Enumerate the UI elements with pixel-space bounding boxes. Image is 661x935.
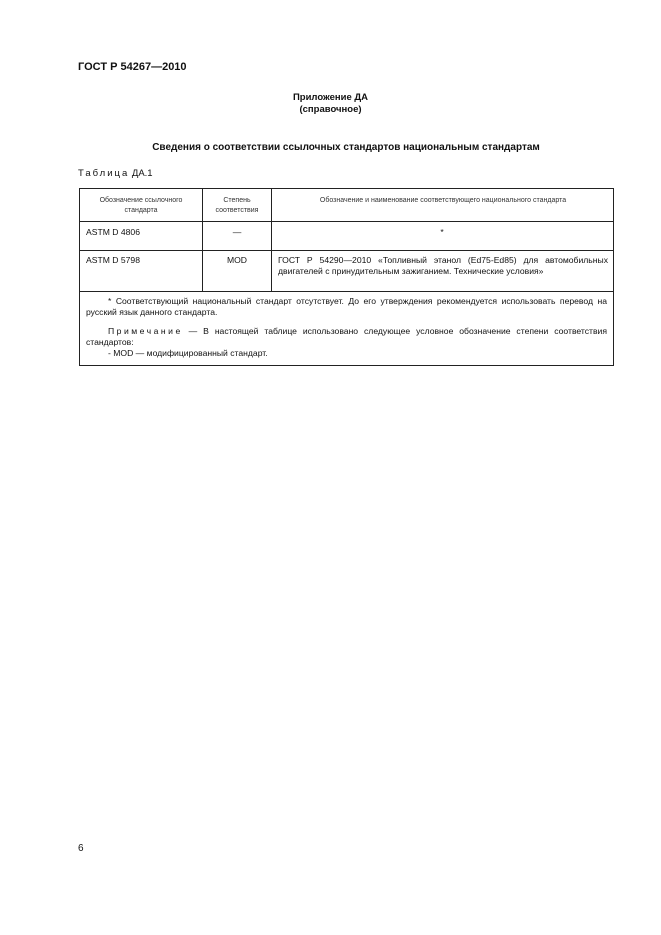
table-row-2-degree: MOD bbox=[226, 255, 248, 265]
table-row-2-national: ГОСТ Р 54290—2010 «Топливный этанол (Ed75-Ed85) для автомобильных двигателей с принудительным зажиганием. Технические условия» bbox=[278, 255, 608, 276]
annex-title: Приложение ДА bbox=[292, 92, 369, 103]
table-row-1-ref: ASTM D 4806 bbox=[86, 227, 140, 237]
section-title: Сведения о соответствии ссылочных стандартов национальным стандартам bbox=[152, 142, 540, 153]
document-code-header: ГОСТ Р 54267—2010 bbox=[78, 61, 187, 73]
table-caption-id: ДА.1 bbox=[131, 168, 153, 179]
table-body-divider bbox=[80, 291, 613, 292]
correspondence-table bbox=[79, 188, 614, 366]
table-row-2-ref: ASTM D 5798 bbox=[86, 255, 140, 265]
table-footnote: * Соответствующий национальный стандарт отсутствует. До его утверждения рекомендуется использовать перевод на русский язык данного стандарта. bbox=[86, 296, 607, 317]
note-text: — В настоящей таблице использовано следующее условное обозначение степени соответствия стандартов: bbox=[86, 326, 607, 347]
header-national-standard: Обозначение и наименование соответствующего национального стандарта bbox=[319, 197, 567, 204]
header-ref-standard: Обозначение ссылочного стандарта bbox=[99, 197, 183, 214]
table-row-1-degree: — bbox=[232, 227, 242, 237]
note-label: Примечание bbox=[108, 326, 183, 336]
note-list-item: - MOD — модифицированный стандарт. bbox=[108, 348, 268, 358]
table-caption bbox=[78, 168, 153, 179]
table-row-divider bbox=[80, 250, 613, 251]
table-caption-prefix: Таблица bbox=[78, 168, 130, 179]
table-header-divider bbox=[80, 221, 613, 222]
header-degree: Степень соответствия bbox=[215, 197, 259, 214]
table-row-1-national: * bbox=[440, 227, 444, 237]
page-number: 6 bbox=[78, 843, 84, 854]
table-column-divider bbox=[271, 189, 272, 291]
table-note bbox=[86, 326, 607, 348]
annex-subtitle: (справочное) bbox=[299, 104, 362, 115]
table-column-divider bbox=[202, 189, 203, 291]
